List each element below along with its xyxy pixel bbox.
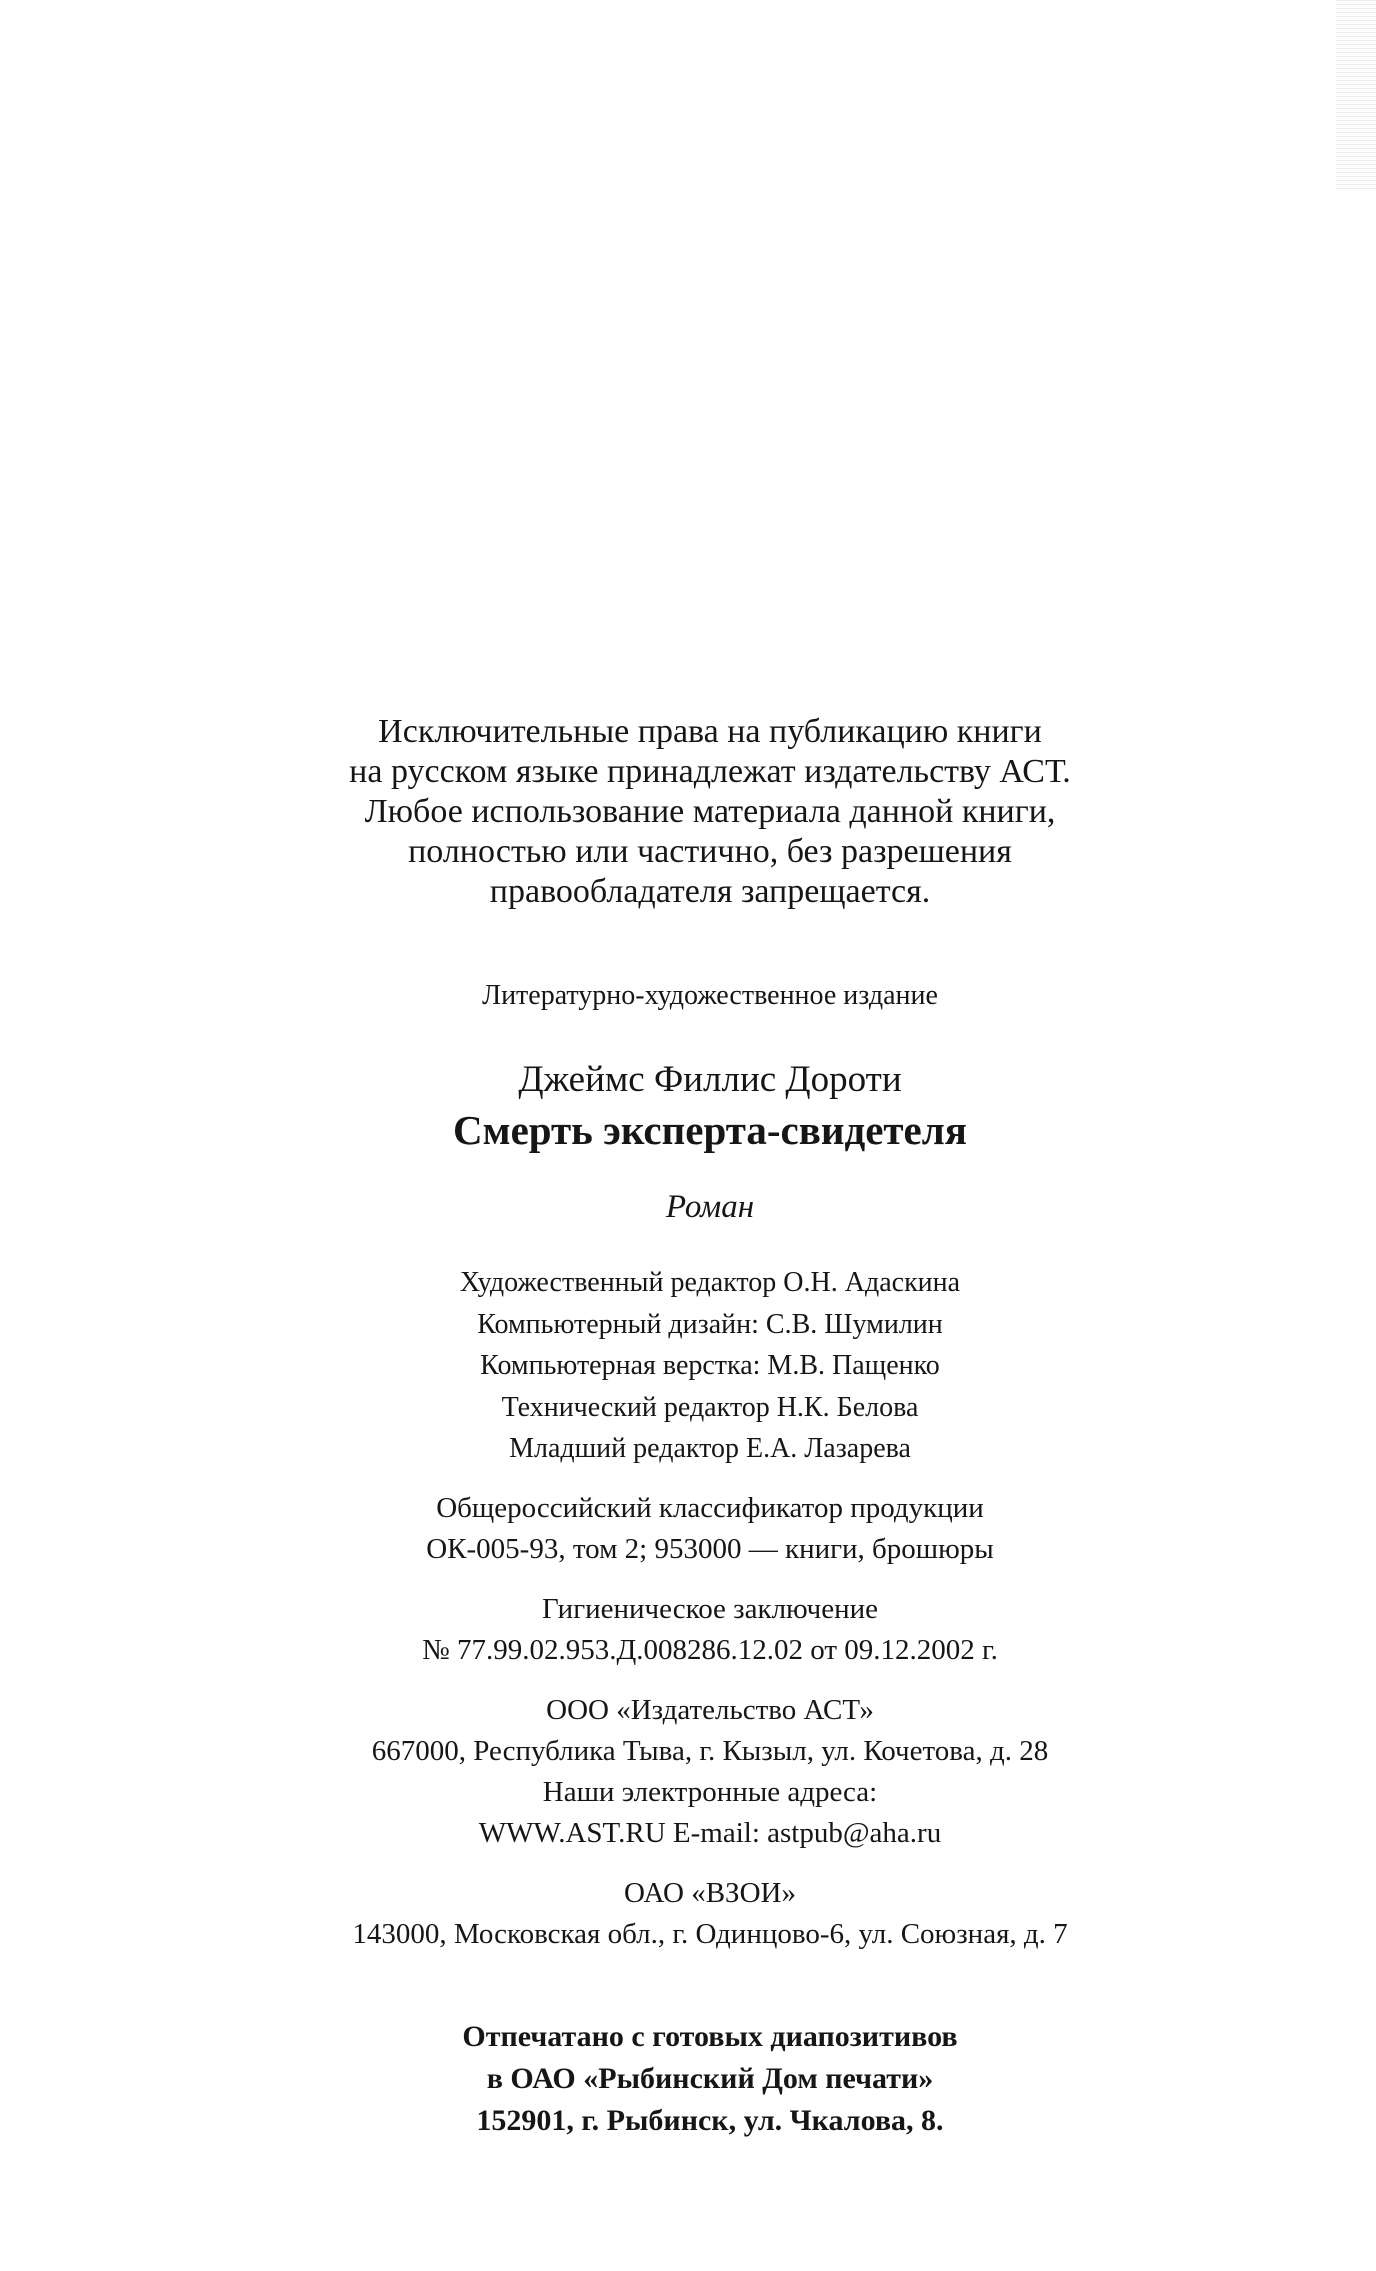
rights-line: на русском языке принадлежат издательству АСТ. [349, 753, 1071, 790]
rights-line: полностью или частично, без разрешения [408, 833, 1012, 870]
rights-line: правообладателя запрещается. [489, 873, 931, 910]
publisher-info [22, 1690, 1376, 1854]
rights-line: Любое использование материала данной книги, [364, 793, 1056, 830]
classifier-line: ОК-005-93, том 2; 953000 — книги, брошюры [426, 1533, 994, 1565]
credit-line: Компьютерная верстка: М.В. Пащенко [480, 1350, 940, 1381]
book-subtitle: Роман [665, 1189, 755, 1225]
printed-line: Отпечатано с готовых диапозитивов [462, 2020, 958, 2053]
classifier-line: Общероссийский классификатор продукции [436, 1492, 984, 1524]
scan-edge-noise [1336, 0, 1376, 190]
printer-line: ОАО «ВЗОИ» [624, 1877, 796, 1909]
printed-line: в ОАО «Рыбинский Дом печати» [486, 2062, 934, 2095]
credit-line: Младший редактор Е.А. Лазарева [509, 1433, 911, 1464]
rights-notice [22, 712, 1376, 912]
printed-line: 152901, г. Рыбинск, ул. Чкалова, 8. [476, 2104, 944, 2137]
credit-line: Технический редактор Н.К. Белова [501, 1391, 919, 1423]
printer-line: 143000, Московская обл., г. Одинцово-6, ул. Союзная, д. 7 [352, 1918, 1068, 1950]
publisher-line: Наши электронные адреса: [542, 1776, 878, 1808]
product-classifier [22, 1488, 1376, 1570]
editorial-credits [22, 1262, 1376, 1470]
rights-line: Исключительные права на публикацию книги [378, 713, 1042, 750]
publisher-line: 667000, Республика Тыва, г. Кызыл, ул. Кочетова, д. 28 [371, 1735, 1049, 1767]
publisher-line: WWW.AST.RU E-mail: astpub@aha.ru [478, 1817, 942, 1849]
author-name: Джеймс Филлис Дороти [518, 1059, 902, 1100]
publisher-line: ООО «Издательство АСТ» [546, 1694, 874, 1726]
hygiene-line: № 77.99.02.953.Д.008286.12.02 от 09.12.2002 г. [422, 1634, 998, 1666]
hygiene-line: Гигиеническое заключение [542, 1593, 878, 1625]
credit-line: Компьютерный дизайн: С.В. Шумилин [477, 1308, 943, 1340]
book-title: Смерть эксперта-свидетеля [453, 1107, 967, 1153]
credit-line: Художественный редактор О.Н. Адаскина [459, 1267, 961, 1298]
printer-info [22, 1873, 1376, 1955]
edition-type: Литературно-художественное издание [482, 980, 938, 1011]
printed-by [22, 2016, 1376, 2142]
hygiene-certificate [22, 1589, 1376, 1671]
